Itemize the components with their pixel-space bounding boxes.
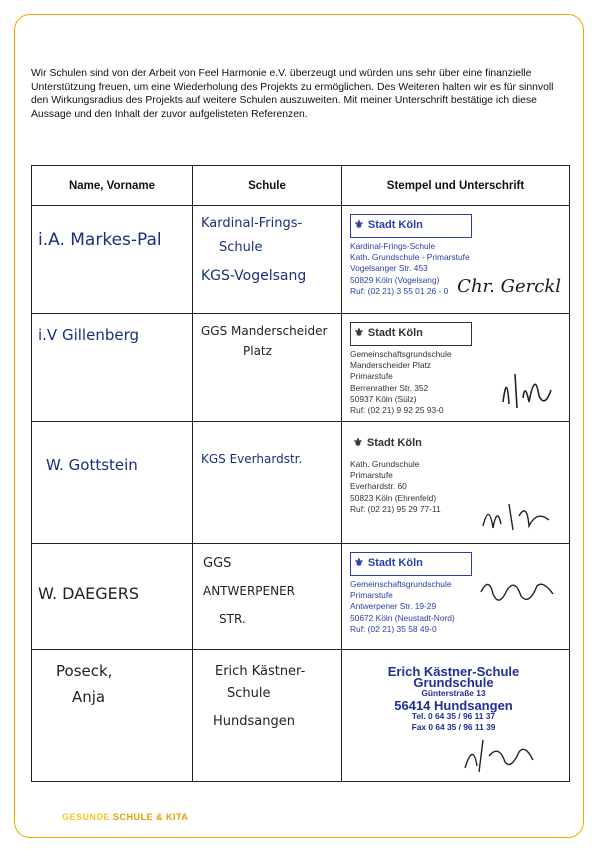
stamp-cell (342, 650, 570, 782)
school-cell (193, 422, 342, 544)
handwritten-school-line: STR. (219, 612, 246, 626)
header-school: Schule (193, 166, 342, 206)
stamp-line: Primarstufe (350, 470, 393, 481)
city-crest-icon: ⚜ (353, 437, 363, 450)
handwritten-school-line: Platz (243, 344, 272, 358)
handwritten-school-line: KGS-Vogelsang (201, 268, 307, 284)
stamp-cell (342, 314, 570, 422)
signature-scribble (479, 496, 559, 536)
city-crest-icon: ⚜ (354, 219, 364, 232)
stamp-line: 56414 Hundsangen (394, 697, 513, 713)
city-crest-icon: ⚜ (354, 557, 364, 570)
stamp-line: Gemeinschaftsgrundschule (350, 579, 452, 589)
handwritten-school-line: GGS (203, 556, 232, 571)
signature-scribble (459, 732, 539, 776)
stamp-line: Ruf: (02 21) 9 92 25 93-0 (350, 405, 444, 416)
stamp-cell (342, 206, 570, 314)
name-cell (32, 650, 193, 782)
handwritten-name: i.V Gillenberg (38, 326, 140, 344)
stamp-brand (350, 214, 472, 238)
handwritten-school-line: Schule (227, 686, 271, 701)
logo-part2: SCHULE & KITA (113, 812, 189, 822)
stamp-line: Manderscheider Platz (350, 360, 431, 371)
stamp-line: Antwerpener Str. 19-29 (350, 601, 437, 612)
handwritten-name: W. DAEGERS (38, 584, 140, 603)
handwritten-school-line: Kardinal-Frings- (201, 216, 303, 231)
handwritten-school-line: KGS Everhardstr. (201, 452, 303, 466)
stamp-line: Everhardstr. 60 (350, 481, 407, 492)
stamp-line: Fax 0 64 35 / 96 11 39 (411, 722, 496, 733)
stamp-line: Tel. 0 64 35 / 96 11 37 (411, 710, 496, 721)
stamp-line: Primarstufe (350, 371, 393, 382)
stamp-line: Kath. Grundschule - Primarstufe (350, 252, 470, 263)
stamp-line: Primarstufe (350, 590, 393, 601)
stamp-line: Ruf: (02 21) 35 58 49-0 (350, 623, 437, 634)
handwritten-school-line: Erich Kästner- (215, 664, 306, 679)
school-cell (193, 314, 342, 422)
school-cell (193, 544, 342, 650)
logo-part1: GESUNDE (62, 812, 111, 822)
stamp-brand (350, 432, 472, 456)
stamp-brand-label: Stadt Köln (366, 437, 422, 450)
stamp-brand-label: Stadt Köln (367, 327, 423, 340)
stamp-line: 50829 Köln (Vogelsang) (350, 274, 440, 285)
handwritten-school-line: GGS Manderscheider (201, 324, 328, 338)
table-row (32, 650, 570, 782)
stamp-line: Günterstraße 13 (421, 688, 486, 699)
signature-scribble (477, 572, 557, 612)
handwritten-school-line: ANTWERPENER (203, 584, 296, 598)
signature: Chr. Gerckl (457, 276, 561, 297)
handwritten-school-line: Schule (219, 240, 263, 255)
table-row (32, 206, 570, 314)
stamp-line: Berrenrather Str. 352 (350, 382, 429, 393)
stamp-cell (342, 544, 570, 650)
table-row (32, 422, 570, 544)
stamp-line: Vogelsanger Str. 453 (350, 263, 428, 274)
table-row (32, 544, 570, 650)
stamp-line: Kardinal-Frings-Schule (350, 241, 436, 251)
handwritten-name: Poseck, (56, 662, 113, 680)
stamp-line: Gemeinschaftsgrundschule (350, 349, 452, 359)
stamp-line: 50672 Köln (Neustadt-Nord) (350, 612, 455, 623)
city-crest-icon: ⚜ (354, 327, 364, 340)
handwritten-name: Anja (72, 688, 106, 706)
gesunde-schule-kita-logo (62, 812, 188, 822)
stamp-brand-label: Stadt Köln (367, 219, 423, 232)
stamp-brand (350, 322, 472, 346)
name-cell (32, 314, 193, 422)
stamp-brand-label: Erich Kästner-Schule (387, 664, 520, 679)
name-cell (32, 206, 193, 314)
school-cell (193, 206, 342, 314)
signature-table (31, 165, 570, 782)
stamp-line: Grundschule (413, 675, 494, 691)
stamp-line: Kath. Grundschule (350, 459, 420, 469)
stamp-line: 50937 Köln (Sülz) (350, 393, 417, 404)
header-name: Name, Vorname (32, 166, 193, 206)
handwritten-name: W. Gottstein (46, 456, 138, 474)
header-stamp: Stempel und Unterschrift (342, 166, 570, 206)
school-stamp (366, 666, 541, 733)
stamp-brand (350, 552, 472, 576)
handwritten-name: i.A. Markes-Pal (38, 230, 162, 250)
stamp-cell (342, 422, 570, 544)
handwritten-school-line: Hundsangen (213, 714, 295, 729)
school-cell (193, 650, 342, 782)
name-cell (32, 544, 193, 650)
table-row (32, 314, 570, 422)
stamp-brand-label: Stadt Köln (367, 557, 423, 570)
stamp-line: Ruf: (02 21) 3 55 01 26 - 0 (350, 285, 449, 296)
table-header-row (32, 166, 570, 206)
intro-paragraph: Wir Schulen sind von der Arbeit von Feel Harmonie e.V. überzeugt und würden uns sehr über eine finanzielle Unterstützung freuen, um eine Wiederholung des Projekts zu ermöglichen. Des Weiteren halten wir es für sinnvoll den Wirkungsradius des Projekts auf weitere Schulen auszuweiten. Mit meiner Unterschrift bestätige ich diese Aussage und den Inhalt der zuvor aufgelisteten Referenzen. (31, 68, 554, 120)
name-cell (32, 422, 193, 544)
signature-scribble (495, 362, 555, 412)
stamp-line: 50823 Köln (Ehrenfeld) (350, 492, 437, 503)
stamp-line: Ruf: (02 21) 95 29 77-11 (350, 503, 441, 514)
